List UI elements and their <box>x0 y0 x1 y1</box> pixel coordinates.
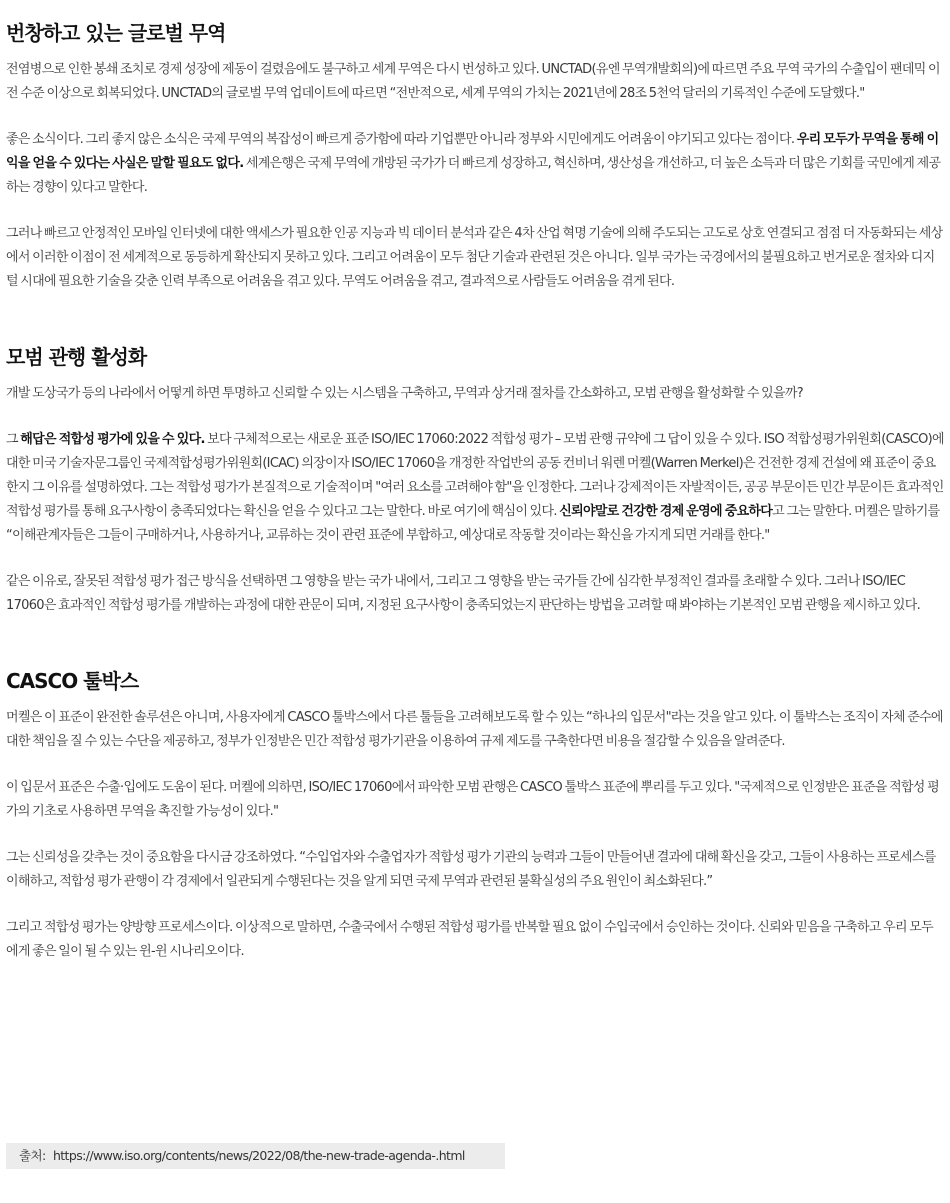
paragraph <box>6 916 944 964</box>
paragraph <box>6 222 944 294</box>
text-run: 전염병으로 인한 봉쇄 조치로 경제 성장에 제동이 걸렸음에도 불구하고 세계 무역은 다시 번성하고 있다. UNCTAD(유엔 무역개발회의)에 따르면 주요 무역 국가의 수출입이 팬데믹 이전 수준 이상으로 회복되었다. UNCTAD의 글로벌 무역 업데이트에 따르면 “전반적으로, 세계 무역의 가치는 2021년에 28조 5천억 달러의 기록적인 수준에 도달했다." <box>6 62 940 101</box>
paragraph <box>6 846 944 894</box>
text-run: 보다 구체적으로는 새로운 표준 ISO/IEC 17060:2022 적합성 평가 – 모범 관행 규약에 그 답이 있을 수 있다. ISO 적합성평가위원회(CASCO)에 대한 미국 기술자문그룹인 국제적합성평가위원회(ICAC) 의장이자 ISO/IEC 17060을 개정한 작업반의 공동 컨비너 워렌 머켈(Warren Merkel)은 건전한 경제 건설에 왜 표준이 중요한지 그 이유를 설명하였다. 그는 적합성 평가가 본질적으로 기술적이며 "여러 요소를 고려해야 함"을 인정한다. 그러나 강제적이든 자발적이든, 공공 부문이든 민간 부문이든 효과적인 적합성 평가를 통해 요구사항이 충족되었다는 확신을 얻을 수 있다고 그는 말한다. 바로 여기에 핵심이 있다. <box>6 432 944 519</box>
section-heading: 번창하고 있는 글로벌 무역 <box>6 21 226 45</box>
text-run: 이 입문서 표준은 수출·입에도 도움이 된다. 머켈에 의하면, ISO/IEC 17060에서 파악한 모범 관행은 CASCO 툴박스 표준에 뿌리를 두고 있다. "국제적으로 인정받은 표준을 적합성 평가의 기초로 사용하면 무역을 촉진할 가능성이 있다." <box>6 780 939 819</box>
paragraph <box>6 128 944 200</box>
bold-text: 신뢰야말로 건강한 경제 운영에 중요하다 <box>559 504 773 519</box>
paragraph <box>6 706 944 754</box>
article-section <box>6 18 944 294</box>
section-heading: CASCO 툴박스 <box>6 669 139 693</box>
article-section <box>6 666 944 964</box>
paragraph <box>6 58 944 106</box>
text-run: 머켈은 이 표준이 완전한 솔루션은 아니며, 사용자에게 CASCO 툴박스에서 다른 툴들을 고려해보도록 할 수 있는 “하나의 입문서"라는 것을 알고 있다. 이 툴박스는 조직이 자체 준수에 대한 책임을 질 수 있는 수단을 제공하고, 정부가 인정받은 민간 적합성 평가기관을 이용하여 규제 제도를 구축한다면 비용을 절감할 수 있음을 알려준다. <box>6 710 943 749</box>
bold-text: 해답은 적합성 평가에 있을 수 있다. <box>20 432 205 447</box>
text-run: 고 그는 말한다. 머켈은 말하기를 “이해관계자들은 그들이 구매하거나, 사용하거나, 교류하는 것이 관련 표준에 부합하고, 예상대로 작동할 것이라는 확신을 가지게 되면 거래를 한다." <box>6 504 940 543</box>
bold-text: 우리 모두가 무역을 통해 이익을 얻을 수 있다는 사실은 말할 필요도 없다. <box>6 132 939 171</box>
source-url[interactable]: https://www.iso.org/contents/news/2022/08/the-new-trade-agenda-.html <box>52 1148 465 1163</box>
text-run: 좋은 소식이다. 그리 좋지 않은 소식은 국제 무역의 복잡성이 빠르게 증가함에 따라 기업뿐만 아니라 정부와 시민에게도 어려움이 야기되고 있다는 점이다. <box>6 132 797 147</box>
section-heading: 모범 관행 활성화 <box>6 345 147 369</box>
paragraph <box>6 428 944 548</box>
paragraph <box>6 570 944 618</box>
source-box <box>6 1143 505 1169</box>
text-run: 그러나 빠르고 안정적인 모바일 인터넷에 대한 액세스가 필요한 인공 지능과 빅 데이터 분석과 같은 4차 산업 혁명 기술에 의해 주도되는 고도로 상호 연결되고 점점 더 자동화되는 세상에서 이러한 이점이 전 세계적으로 동등하게 확산되지 못하고 있다. 그리고 어려움이 모두 첨단 기술과 관련된 것은 아니다. 일부 국가는 국경에서의 불필요하고 번거로운 절차와 디지털 시대에 필요한 기술을 갖춘 인력 부족으로 어려움을 겪고 있다. 무역도 어려움을 겪고, 결과적으로 사람들도 어려움을 겪게 된다. <box>6 226 943 289</box>
text-run: 개발 도상국가 등의 나라에서 어떻게 하면 투명하고 신뢰할 수 있는 시스템을 구축하고, 무역과 상거래 절차를 간소화하고, 모범 관행을 활성화할 수 있을까? <box>6 386 803 401</box>
paragraph <box>6 776 944 824</box>
source-label: 출처: <box>19 1148 46 1163</box>
text-run: 세계은행은 국제 무역에 개방된 국가가 더 빠르게 성장하고, 혁신하며, 생산성을 개선하고, 더 높은 소득과 더 많은 기회를 국민에게 제공하는 경향이 있다고 말한다. <box>6 156 941 195</box>
text-run: 그는 신뢰성을 갖추는 것이 중요함을 다시금 강조하였다. “수입업자와 수출업자가 적합성 평가 기관의 능력과 그들이 만들어낸 결과에 대해 확신을 갖고, 그들이 사용하는 프로세스를 이해하고, 적합성 평가 관행이 각 경제에서 일관되게 수행된다는 것을 알게 되면 국제 무역과 관련된 불확실성의 주요 원인이 최소화된다.” <box>6 850 936 889</box>
text-run: 같은 이유로, 잘못된 적합성 평가 접근 방식을 선택하면 그 영향을 받는 국가 내에서, 그리고 그 영향을 받는 국가들 간에 심각한 부정적인 결과를 초래할 수 있다. 그러나 ISO/IEC 17060은 효과적인 적합성 평가를 개발하는 과정에 대한 관문이 되며, 지정된 요구사항이 충족되었는지 판단하는 방법을 고려할 때 봐야하는 기본적인 모범 관행을 제시하고 있다. <box>6 574 921 613</box>
paragraph <box>6 382 944 406</box>
article-section <box>6 342 944 618</box>
text-run: 그 <box>6 432 21 447</box>
text-run: 그리고 적합성 평가는 양방향 프로세스이다. 이상적으로 말하면, 수출국에서 수행된 적합성 평가를 반복할 필요 없이 수입국에서 승인하는 것이다. 신뢰와 믿음을 구축하고 우리 모두에게 좋은 일이 될 수 있는 윈-윈 시나리오이다. <box>6 920 934 959</box>
article-body <box>6 18 944 964</box>
